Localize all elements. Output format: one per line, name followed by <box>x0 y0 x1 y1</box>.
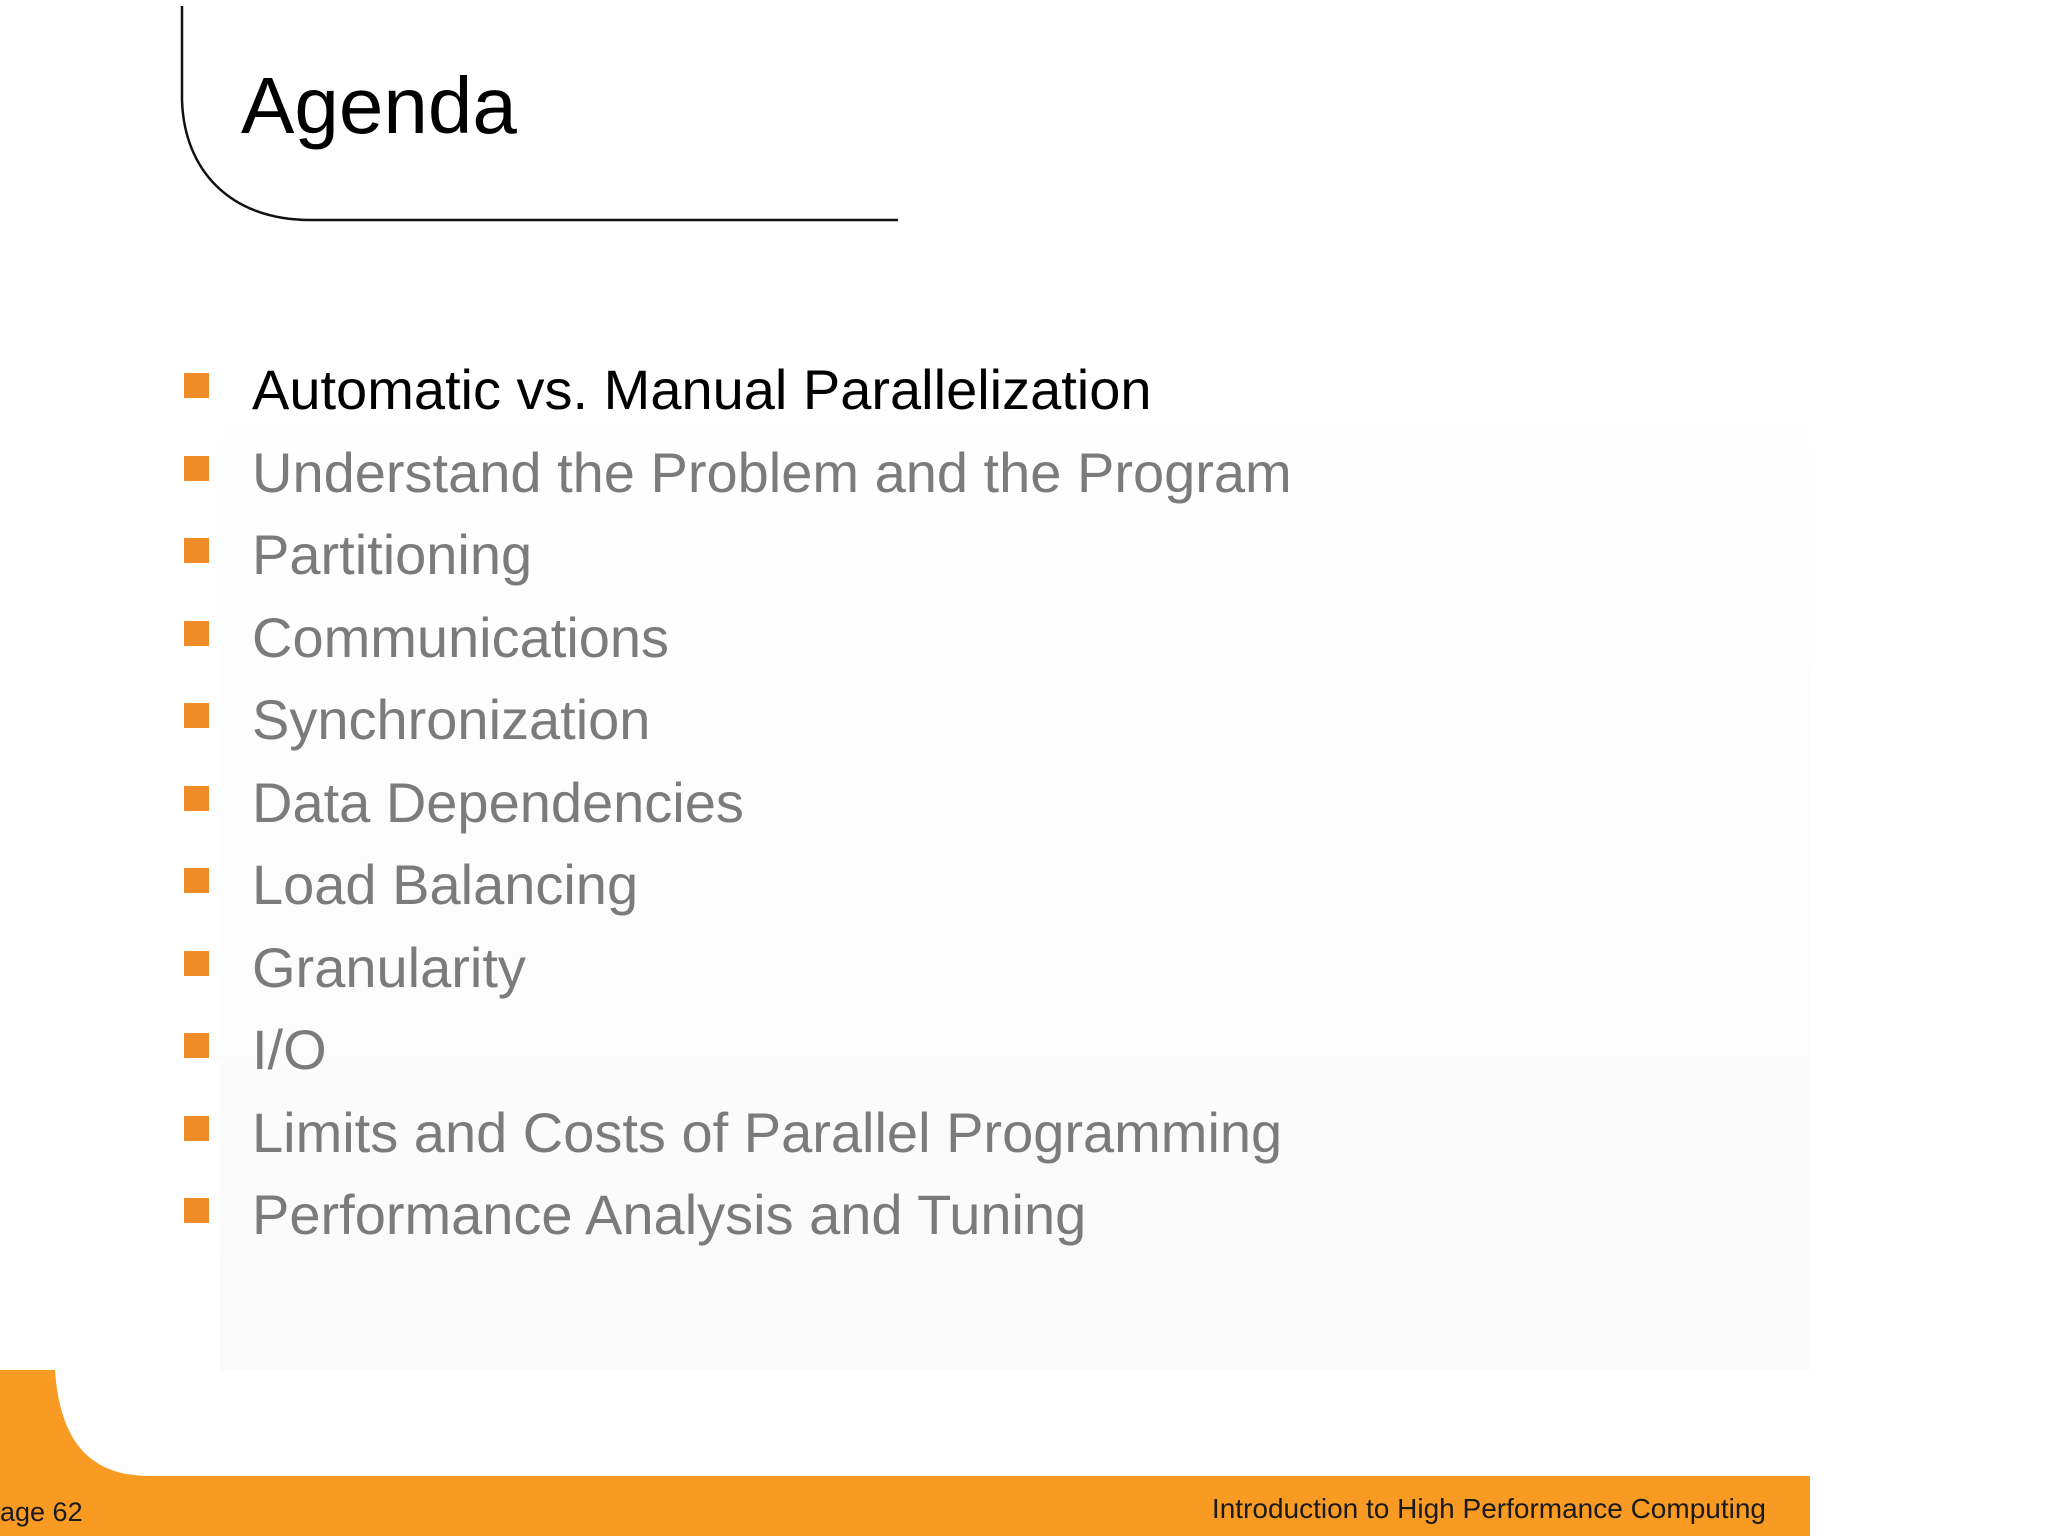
agenda-item <box>184 438 1584 521</box>
agenda-item-label: Performance Analysis and Tuning <box>252 1183 1087 1246</box>
agenda-item <box>184 520 1584 603</box>
agenda-item-label: Partitioning <box>252 523 533 586</box>
page-number: age 62 <box>0 1497 83 1527</box>
square-bullet-icon <box>184 868 209 893</box>
slide-title: Agenda <box>241 61 517 150</box>
square-bullet-icon <box>184 951 209 976</box>
footer-title: Introduction to High Performance Computing <box>1211 1493 1766 1524</box>
square-bullet-icon <box>184 786 209 811</box>
square-bullet-icon <box>184 538 209 563</box>
agenda-item-label: Communications <box>252 605 670 669</box>
agenda-item <box>184 1180 1584 1263</box>
square-bullet-icon <box>184 703 209 728</box>
agenda-item <box>184 933 1584 1016</box>
square-bullet-icon <box>184 1116 209 1141</box>
agenda-item <box>184 355 1584 438</box>
agenda-item <box>184 850 1584 933</box>
square-bullet-icon <box>184 456 209 481</box>
agenda-item <box>184 1015 1584 1098</box>
agenda-item-label: Granularity <box>252 935 526 999</box>
agenda-item-label: Limits and Costs of Parallel Programming <box>252 1100 1283 1164</box>
agenda-item-label: I/O <box>252 1018 327 1081</box>
agenda-item-label: Synchronization <box>252 688 651 751</box>
agenda-item-label: Understand the Problem and the Program <box>252 440 1292 504</box>
agenda-item-label: Load Balancing <box>252 853 639 916</box>
square-bullet-icon <box>184 373 209 398</box>
agenda-list <box>184 355 1584 1263</box>
agenda-item <box>184 685 1584 768</box>
agenda-item <box>184 603 1584 686</box>
agenda-item <box>184 768 1584 851</box>
agenda-item-label: Automatic vs. Manual Parallelization <box>252 358 1152 421</box>
square-bullet-icon <box>184 1033 209 1058</box>
square-bullet-icon <box>184 621 209 646</box>
square-bullet-icon <box>184 1198 209 1223</box>
agenda-item <box>184 1098 1584 1181</box>
agenda-item-label: Data Dependencies <box>252 770 744 834</box>
